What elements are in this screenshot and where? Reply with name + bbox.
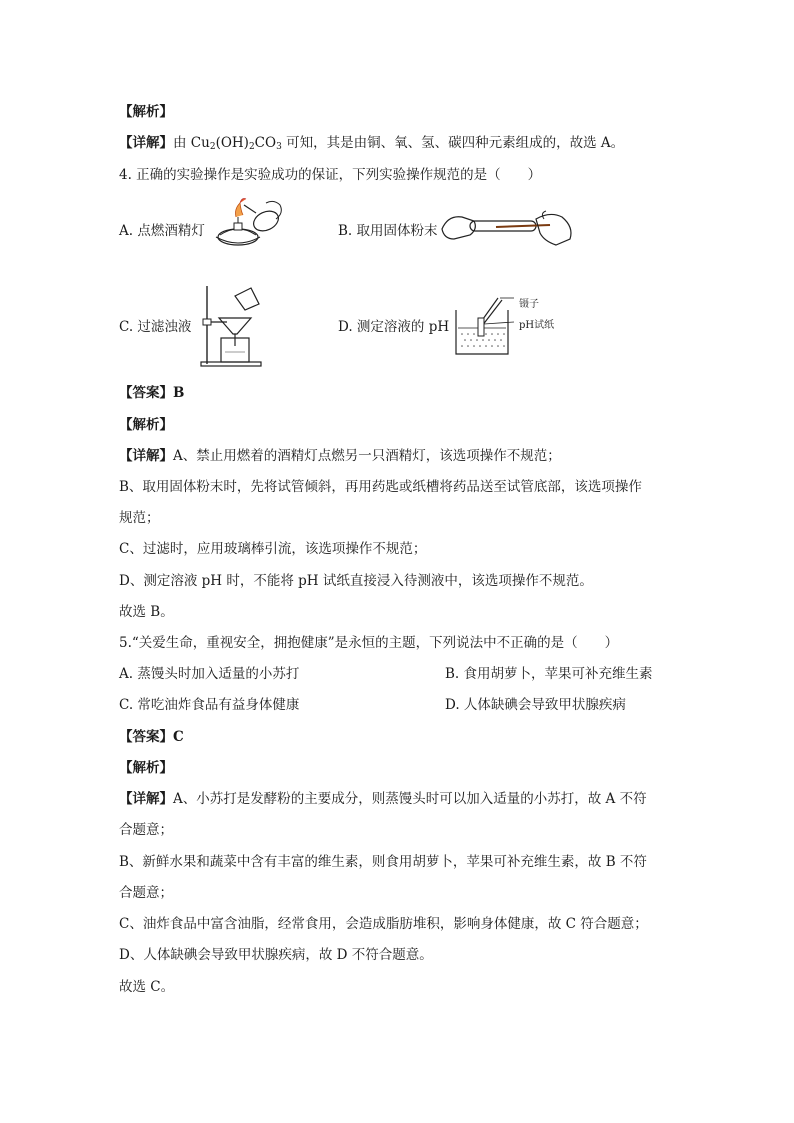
detail-line: C、过滤时，应用玻璃棒引流，该选项操作不规范； — [119, 541, 427, 557]
detail-text-mid: (OH) — [215, 135, 249, 151]
detail-text: A、小苏打是发酵粉的主要成分，则蒸馒头时可以加入适量的小苏打，故 A 不符 — [173, 791, 647, 807]
option-d-label: D. 测定溶液的 pH — [338, 319, 450, 335]
detail-tag: 【详解】 — [119, 791, 173, 807]
detail-paragraph — [119, 447, 561, 465]
option-a: A. 蒸馒头时加入适量的小苏打 — [119, 666, 300, 682]
detail-paragraph — [119, 134, 624, 152]
question-stem: 5.“关爱生命，重视安全，拥抱健康”是永恒的主题，下列说法中不正确的是（ ） — [119, 635, 619, 651]
detail-text-mid: CO — [254, 135, 277, 151]
tweezers-label: 镊子 — [519, 299, 539, 310]
answer: 【答案】C — [119, 729, 184, 745]
detail-line: 合题意； — [119, 885, 173, 901]
detail-paragraph — [119, 790, 647, 808]
ph-test-figure — [452, 292, 518, 358]
detail-line: 合题意； — [119, 822, 173, 838]
filtration-apparatus-figure — [197, 282, 269, 368]
question-stem: 4. 正确的实验操作是实验成功的保证，下列实验操作规范的是（ ） — [119, 167, 542, 183]
powder-in-tube-figure — [440, 205, 576, 249]
option-c-label: C. 过滤浊液 — [119, 319, 192, 335]
conclusion: 故选 C。 — [119, 979, 175, 995]
detail-text: A、禁止用燃着的酒精灯点燃另一只酒精灯，该选项操作不规范； — [173, 448, 561, 464]
subscript: 2 — [248, 142, 255, 152]
option-b-label: B. 取用固体粉末 — [338, 223, 438, 239]
analysis-heading: 【解析】 — [119, 104, 173, 120]
detail-line: B、取用固体粉末时，先将试管倾斜，再用药匙或纸槽将药品送至试管底部，该选项操作 — [119, 479, 642, 495]
answer: 【答案】B — [119, 385, 185, 401]
detail-text-post: 可知，其是由铜、氧、氢、碳四种元素组成的，故选 A。 — [281, 135, 625, 151]
detail-line: D、测定溶液 pH 时，不能将 pH 试纸直接浸入待测液中，该选项操作不规范。 — [119, 573, 593, 589]
detail-line: B、新鲜水果和蔬菜中含有丰富的维生素，则食用胡萝卜，苹果可补充维生素，故 B 不符 — [119, 854, 647, 870]
analysis-heading: 【解析】 — [119, 760, 173, 776]
detail-text-pre: 由 Cu — [173, 135, 210, 151]
ph-paper-label: pH试纸 — [519, 320, 555, 331]
option-d: D. 人体缺碘会导致甲状腺疾病 — [445, 697, 626, 713]
detail-tag: 【详解】 — [119, 135, 173, 151]
detail-line: C、油炸食品中富含油脂，经常食用，会造成脂肪堆积，影响身体健康，故 C 符合题意； — [119, 916, 648, 932]
subscript: 3 — [276, 142, 282, 152]
option-a-label: A. 点燃酒精灯 — [119, 223, 205, 239]
detail-line: 规范； — [119, 510, 160, 526]
detail-tag: 【详解】 — [119, 448, 173, 464]
option-c: C. 常吃油炸食品有益身体健康 — [119, 697, 300, 713]
alcohol-lamp-lighting-figure — [210, 193, 286, 248]
option-b: B. 食用胡萝卜，苹果可补充维生素 — [445, 666, 653, 682]
analysis-heading: 【解析】 — [119, 417, 173, 433]
detail-line: D、人体缺碘会导致甲状腺疾病，故 D 不符合题意。 — [119, 947, 433, 963]
conclusion: 故选 B。 — [119, 604, 174, 620]
subscript: 2 — [209, 142, 216, 152]
